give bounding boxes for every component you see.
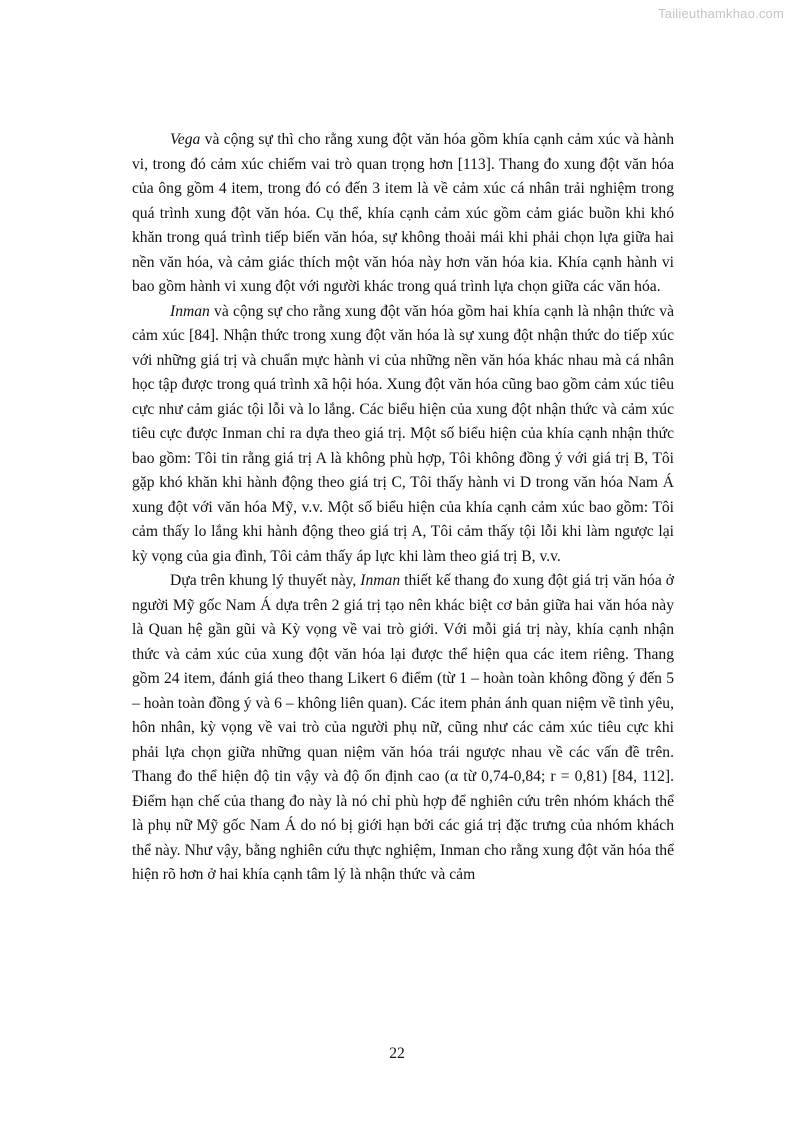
paragraph-inman: [132, 300, 674, 570]
author-name-inman: Inman: [360, 572, 401, 589]
author-name-vega: Vega: [170, 131, 201, 148]
paragraph-text: và cộng sự thì cho rằng xung đột văn hóa gồm khía cạnh cảm xúc và hành vi, trong đó cảm xúc chiếm vai trò quan trọng hơn [113]. Thang đo xung đột văn hóa của ông gồm 4 item, trong đó có đến 3 item là về cảm xúc cá nhân trải nghiệm trong quá trình xung đột văn hóa. Cụ thể, khía cạnh cảm xúc gồm cảm giác buồn khi khó khăn trong quá trình tiếp biến văn hóa, sự không thoải mái khi phải chọn lựa giữa hai nền văn hóa, và cảm giác thích một văn hóa này hơn văn hóa kia. Khía cạnh hành vi bao gồm hành vi xung đột với người khác trong quá trình lựa chọn giữa các văn hóa.: [132, 131, 674, 295]
page-number: 22: [389, 1045, 405, 1062]
author-name-inman: Inman: [170, 302, 210, 320]
paragraph-text: thiết kế thang đo xung đột giá trị văn hóa ở người Mỹ gốc Nam Á dựa trên 2 giá trị tạo nên khác biệt cơ bản giữa hai văn hóa này là Quan hệ gần gũi và Kỳ vọng về vai trò giới. Với mỗi giá trị này, khía cạnh nhận thức và cảm xúc của xung đột văn hóa lại được thể hiện qua các item riêng. Thang gồm 24 item, đánh giá theo thang Likert 6 điểm (từ 1 – hoàn toàn không đồng ý đến 5 – hoàn toàn đồng ý và 6 – không liên quan). Các item phản ánh quan niệm về tình yêu, hôn nhân, kỳ vọng về vai trò của người phụ nữ, cũng như các cảm xúc tiêu cực khi phải lựa chọn giữa những quan niệm văn hóa trái ngược nhau về các vấn đề trên. Thang đo thể hiện độ tin vậy và độ ổn định cao (α từ 0,74-0,84; r = 0,81) [84, 112]. Điểm hạn chế của thang đo này là nó chỉ phù hợp để nghiên cứu trên nhóm khách thể là phụ nữ Mỹ gốc Nam Á do nó bị giới hạn bởi các giá trị đặc trưng của nhóm khách thể này. Như vậy, bằng nghiên cứu thực nghiệm, Inman cho rằng xung đột văn hóa thể hiện rõ hơn ở hai khía cạnh tâm lý là nhận thức và cảm: [132, 572, 674, 883]
paragraph-text: và cộng sự cho rằng xung đột văn hóa gồm hai khía cạnh là nhận thức và cảm xúc [84]. Nhận thức trong xung đột văn hóa là sự xung đột nhận thức do tiếp xúc với những giá trị và chuẩn mực hành vi của những nền văn hóa khác nhau mà cá nhân học tập được trong quá trình xã hội hóa. Xung đột văn hóa cũng bao gồm cảm xúc tiêu cực như cảm giác tội lỗi và lo lắng. Các biểu hiện của xung đột nhận thức và cảm xúc tiêu cực được Inman chỉ ra dựa theo giá trị. Một số biểu hiện của khía cạnh nhận thức bao gồm: Tôi tin rằng giá trị A là không phù hợp, Tôi không đồng ý với giá trị B, Tôi gặp khó khăn khi hành động theo giá trị C, Tôi thấy hành vi D trong văn hóa Nam Á xung đột với văn hóa Mỹ, v.v. Một số biểu hiện của khía cạnh cảm xúc bao gồm: Tôi cảm thấy lo lắng khi hành động theo giá trị A, Tôi cảm thấy tội lỗi khi làm ngược lại kỳ vọng của gia đình, Tôi cảm thấy áp lực khi làm theo giá trị B, v.v.: [132, 302, 674, 565]
watermark: Tailieuthamkhao.com: [658, 6, 784, 21]
paragraph-vega: [132, 128, 674, 300]
paragraph-intro: Dựa trên khung lý thuyết này,: [170, 572, 361, 589]
paragraph-scale: [132, 569, 674, 888]
document-body: [132, 128, 674, 888]
